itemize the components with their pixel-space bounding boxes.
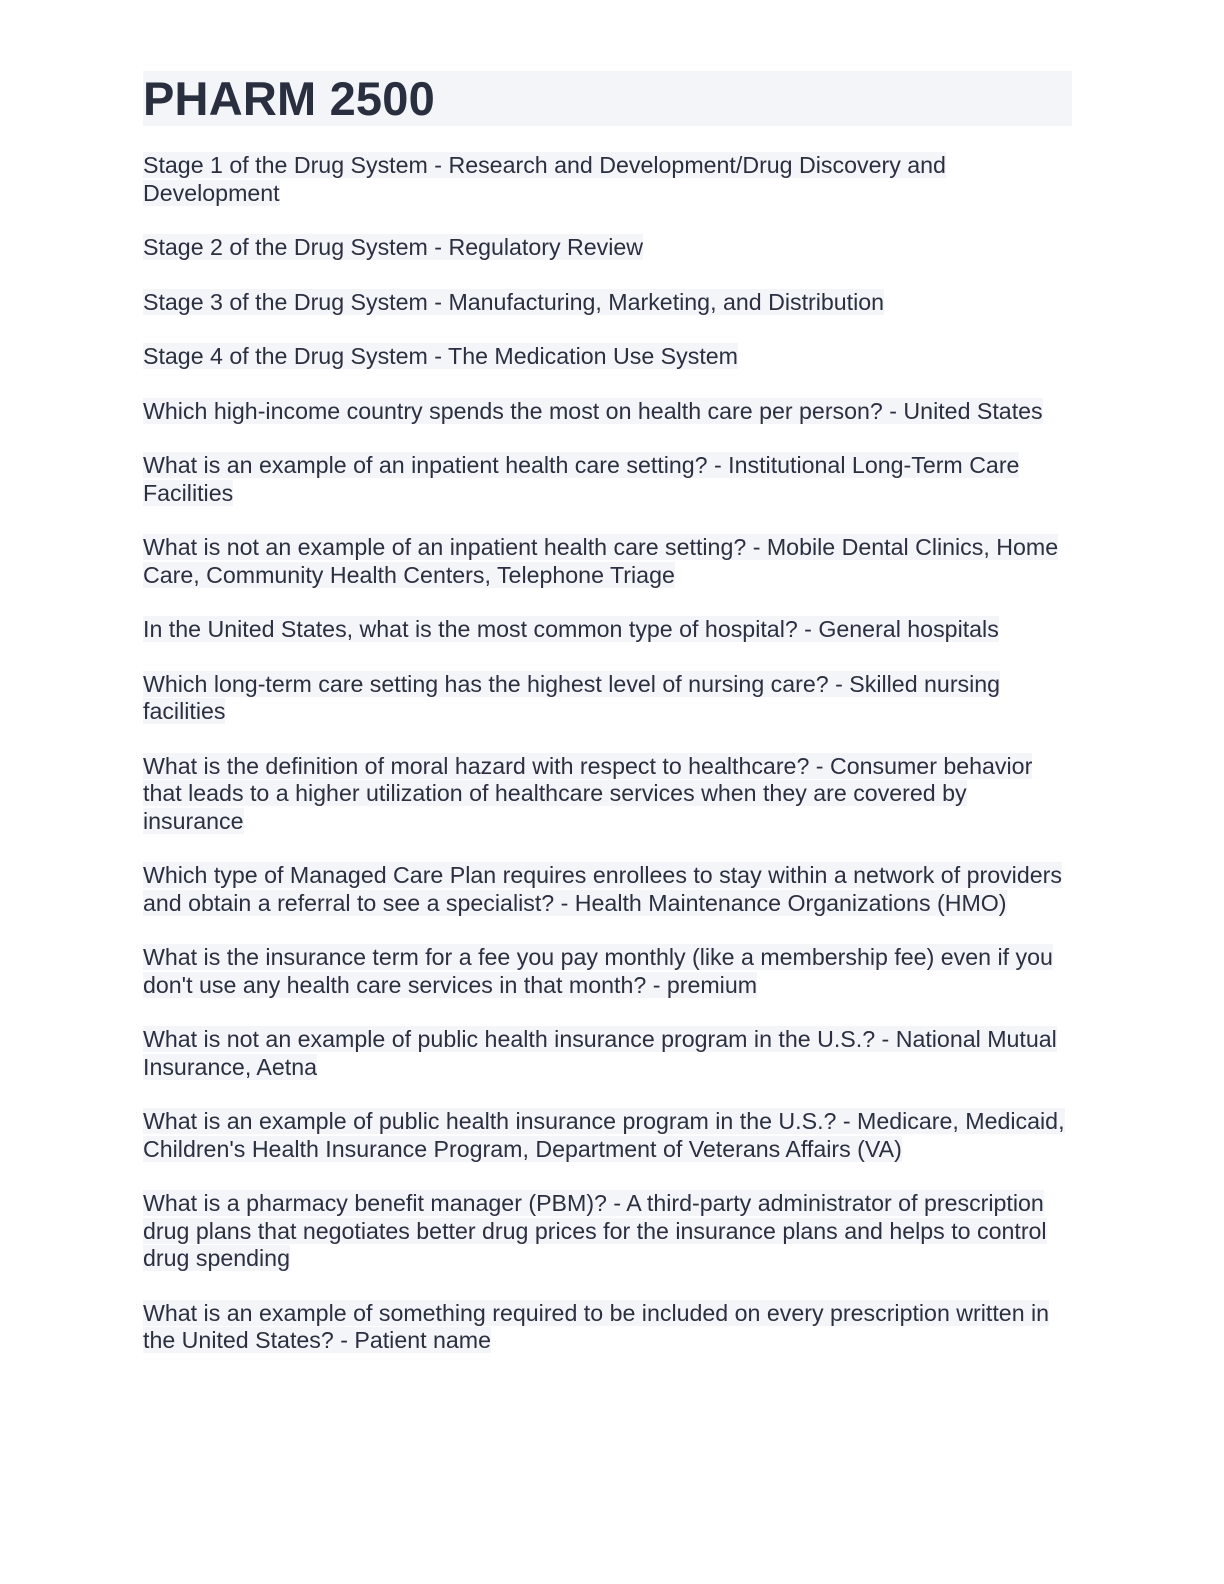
qa-text: Stage 3 of the Drug System - Manufacturing, Marketing, and Distribution	[143, 288, 885, 315]
qa-item	[143, 234, 1072, 262]
page-title: PHARM 2500	[143, 72, 435, 125]
qa-text: Stage 2 of the Drug System - Regulatory Review	[143, 234, 644, 260]
qa-item	[143, 289, 1072, 317]
qa-text: What is not an example of public health insurance program in the U.S.? - National Mutual Insurance, Aetna	[143, 1026, 1057, 1080]
qa-list	[143, 152, 1072, 1355]
qa-item	[143, 452, 1072, 507]
title-bar	[143, 71, 1072, 126]
qa-item	[143, 753, 1072, 836]
qa-text: What is not an example of an inpatient health care setting? - Mobile Dental Clinics, Home Care, Community Health Centers, Telephone Triage	[143, 534, 1059, 588]
qa-text: Which high-income country spends the most on health care per person? - United States	[143, 397, 1043, 424]
qa-text: Stage 1 of the Drug System - Research and Development/Drug Discovery and Development	[143, 152, 946, 206]
qa-item	[143, 671, 1072, 726]
qa-item	[143, 616, 1072, 644]
qa-text: What is the definition of moral hazard with respect to healthcare? - Consumer behavior that leads to a higher utilization of healthcare services when they are covered by insurance	[143, 752, 1033, 834]
qa-item	[143, 343, 1072, 371]
qa-text: In the United States, what is the most common type of hospital? - General hospitals	[143, 616, 999, 642]
qa-text: What is an example of something required to be included on every prescription written in the United States? - Patient name	[143, 1299, 1050, 1353]
qa-item	[143, 1026, 1072, 1081]
qa-item	[143, 534, 1072, 589]
qa-item	[143, 1300, 1072, 1355]
qa-item	[143, 152, 1072, 207]
qa-text: What is the insurance term for a fee you pay monthly (like a membership fee) even if you don't use any health care services in that month? - premium	[143, 944, 1053, 998]
qa-text: What is a pharmacy benefit manager (PBM)? - A third-party administrator of prescription drug plans that negotiates better drug prices for the insurance plans and helps to control drug spending	[143, 1190, 1047, 1271]
qa-text: What is an example of public health insurance program in the U.S.? - Medicare, Medicaid, Children's Health Insurance Program, Department of Veterans Affairs (VA)	[143, 1108, 1065, 1162]
qa-text: What is an example of an inpatient health care setting? - Institutional Long-Term Care Facilities	[143, 452, 1020, 506]
qa-item	[143, 944, 1072, 999]
qa-item	[143, 1190, 1072, 1273]
document-page	[143, 71, 1072, 1382]
qa-text: Which type of Managed Care Plan requires enrollees to stay within a network of providers and obtain a referral to see a specialist? - Health Maintenance Organizations (HMO)	[143, 862, 1062, 916]
qa-item	[143, 862, 1072, 917]
qa-item	[143, 398, 1072, 426]
qa-text: Which long-term care setting has the highest level of nursing care? - Skilled nursing facilities	[143, 670, 1001, 724]
qa-item	[143, 1108, 1072, 1163]
qa-text: Stage 4 of the Drug System - The Medication Use System	[143, 343, 738, 369]
